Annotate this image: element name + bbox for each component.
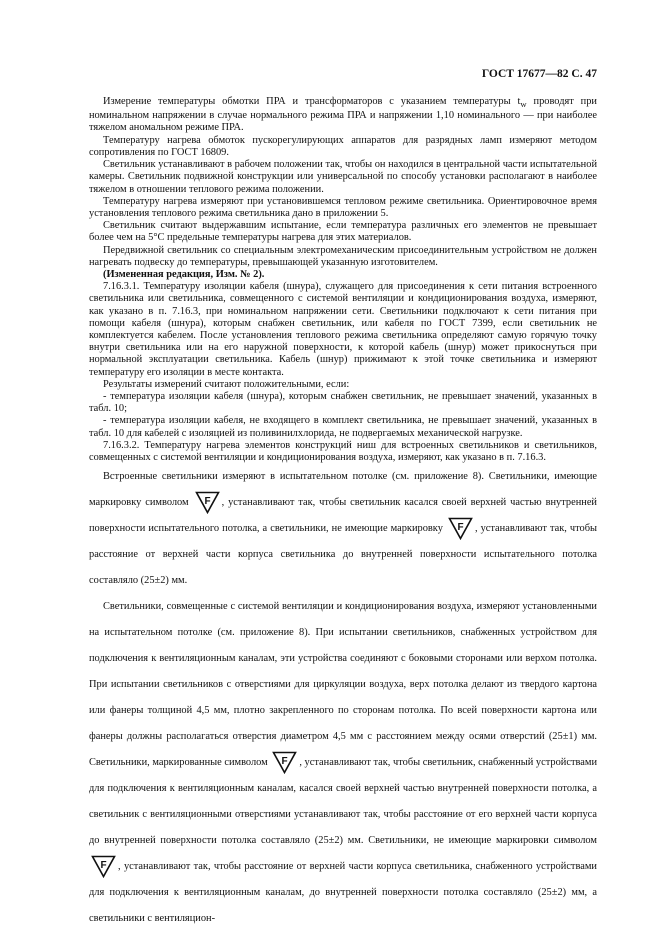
f-marking-symbol-icon [91,855,116,878]
f-marking-symbol-letter: F [100,860,107,872]
f-marking-symbol-letter: F [204,496,211,508]
paragraph: Измерение температуры обмотки ПРА и трансформаторов с указанием температуры $t_w$ проводят при номинальном напряжении в случае нормального режима ПРА и напряжении 1,10 номинального — при наиболее тяжелом аномальном режиме ПРА. [89,96,597,134]
paragraph: Встроенные светильники измеряют в испытательном потолке (см. приложение 8). Светильники, имеющие маркировку символом F , устанавливают так, чтобы светильник касался своей верхней частью внутренней поверхности испытательного потолка, а светильники, не имеющие маркировку F , устанавливают так, чтобы расстояние от верхней части корпуса светильника до внутренней поверхности испытательного потолка составляло (25±2) мм. [89,471,597,587]
f-marking-symbol-letter: F [457,522,464,534]
paragraph: Светильники, совмещенные с системой вентиляции и кондиционирования воздуха, измеряют установленными на испытательном потолке (см. приложение 8). При испытании светильников, снабженных устройством для подключения к вентиляционным каналам, эти устройства соединяют с боковыми сторонами или верхом потолка. При испытании светильников с отверстиями для циркуляции воздуха, верх потолка делают из твердого картона или фанеры толщиной 4,5 мм, плотно закрепленного по сторонам потолка. По всей поверхности картона или фанеры должны располагаться отверстия диаметром 4,5 мм с расстоянием между осями отверстий (25±1) мм. Светильники, маркированные символом F , устанавливают так, чтобы светильник, снабженный устройствами для подключения к вентиляционным каналам, касался своей верхней частью внутренней поверхности потолка, а светильник с вентиляционными отверстиями устанавливают так, чтобы расстояние от его верхней части корпуса до внутренней поверхности потолка составляло (25±2) мм. Светильники, не имеющие маркировки символом F , устанавливают так, чтобы расстояние от верхней части корпуса светильника, снабженного устройствами для подключения к вентиляционным каналам, до внутренней поверхности потолка составляло (25±2) мм, а светильники с вентиляцион- [89,601,597,925]
paragraph: 7.16.3.2. Температуру нагрева элементов конструкций ниш для встроенных светильников и светильников, совмещенных с системой вентиляции и кондиционирования воздуха, измеряют, как указано в п. 7.16.3. [89,439,597,463]
amendment-note: (Измененная редакция, Изм. № 2). [103,268,265,280]
paragraph: Светильник устанавливают в рабочем положении так, чтобы он находился в центральной части испытательной камеры. Светильник подвижной конструкции или универсальной по способу установки располагают в наиболее тяжелом в отношении теплового режима положении. [89,159,597,195]
paragraph: Светильник считают выдержавшим испытание, если температура различных его элементов не превышает более чем на 5°С предельные температуры нагрева для этих материалов. [89,220,597,244]
paragraph: Результаты измерений считают положительными, если: [103,378,350,390]
paragraph: 7.16.3.1. Температуру изоляции кабеля (шнура), служащего для присоединения к сети питания встроенного светильника или светильника, совмещенного с системой вентиляции и кондиционирования воздуха, измеряют, как указано в п. 7.16.3, при номинальном напряжении сети. Светильники подключают к сети питания при помощи кабеля (шнура), которым снабжен светильник, или кабеля по ГОСТ 7399, если светильник не комплектуется кабелем. После установления теплового режима светильника определяют самую горячую точку внутри светильника или на его наружной поверхности, к которой кабель (шнур) может прикоснуться при нормальной эксплуатации светильника. Кабель (шнур) прижимают к этой точке светильника и измеряют температуру его изоляции в месте контакта. [89,281,597,378]
f-marking-symbol-letter: F [281,756,288,768]
paragraph: Температуру нагрева обмоток пускорегулирующих аппаратов для разрядных ламп измеряют методом сопротивления по ГОСТ 16809. [89,134,597,158]
paragraph: Передвижной светильник со специальным электромеханическим присоединительным устройством не должен нагревать подвеску до температуры, превышающей указанную изготовителем. [89,244,597,268]
document-body [89,96,597,932]
f-marking-symbol-icon [448,517,473,540]
f-marking-symbol-icon [195,491,220,514]
page-header: ГОСТ 17677—82 С. 47 [481,68,597,80]
f-marking-symbol-icon [272,751,297,774]
list-item: - температура изоляции кабеля, не входящего в комплект светильника, не превышает значений, указанных в табл. 10 для кабелей с изоляцией из поливинилхлорида, не подвергаемых механической нагрузке. [89,415,597,439]
list-item: - температура изоляции кабеля (шнура), которым снабжен светильник, не превышает значений, указанных в табл. 10; [89,390,597,415]
paragraph: Температуру нагрева измеряют при установившемся тепловом режиме светильника. Ориентировочное время установления теплового режима светильника дано в приложении 5. [89,195,597,219]
